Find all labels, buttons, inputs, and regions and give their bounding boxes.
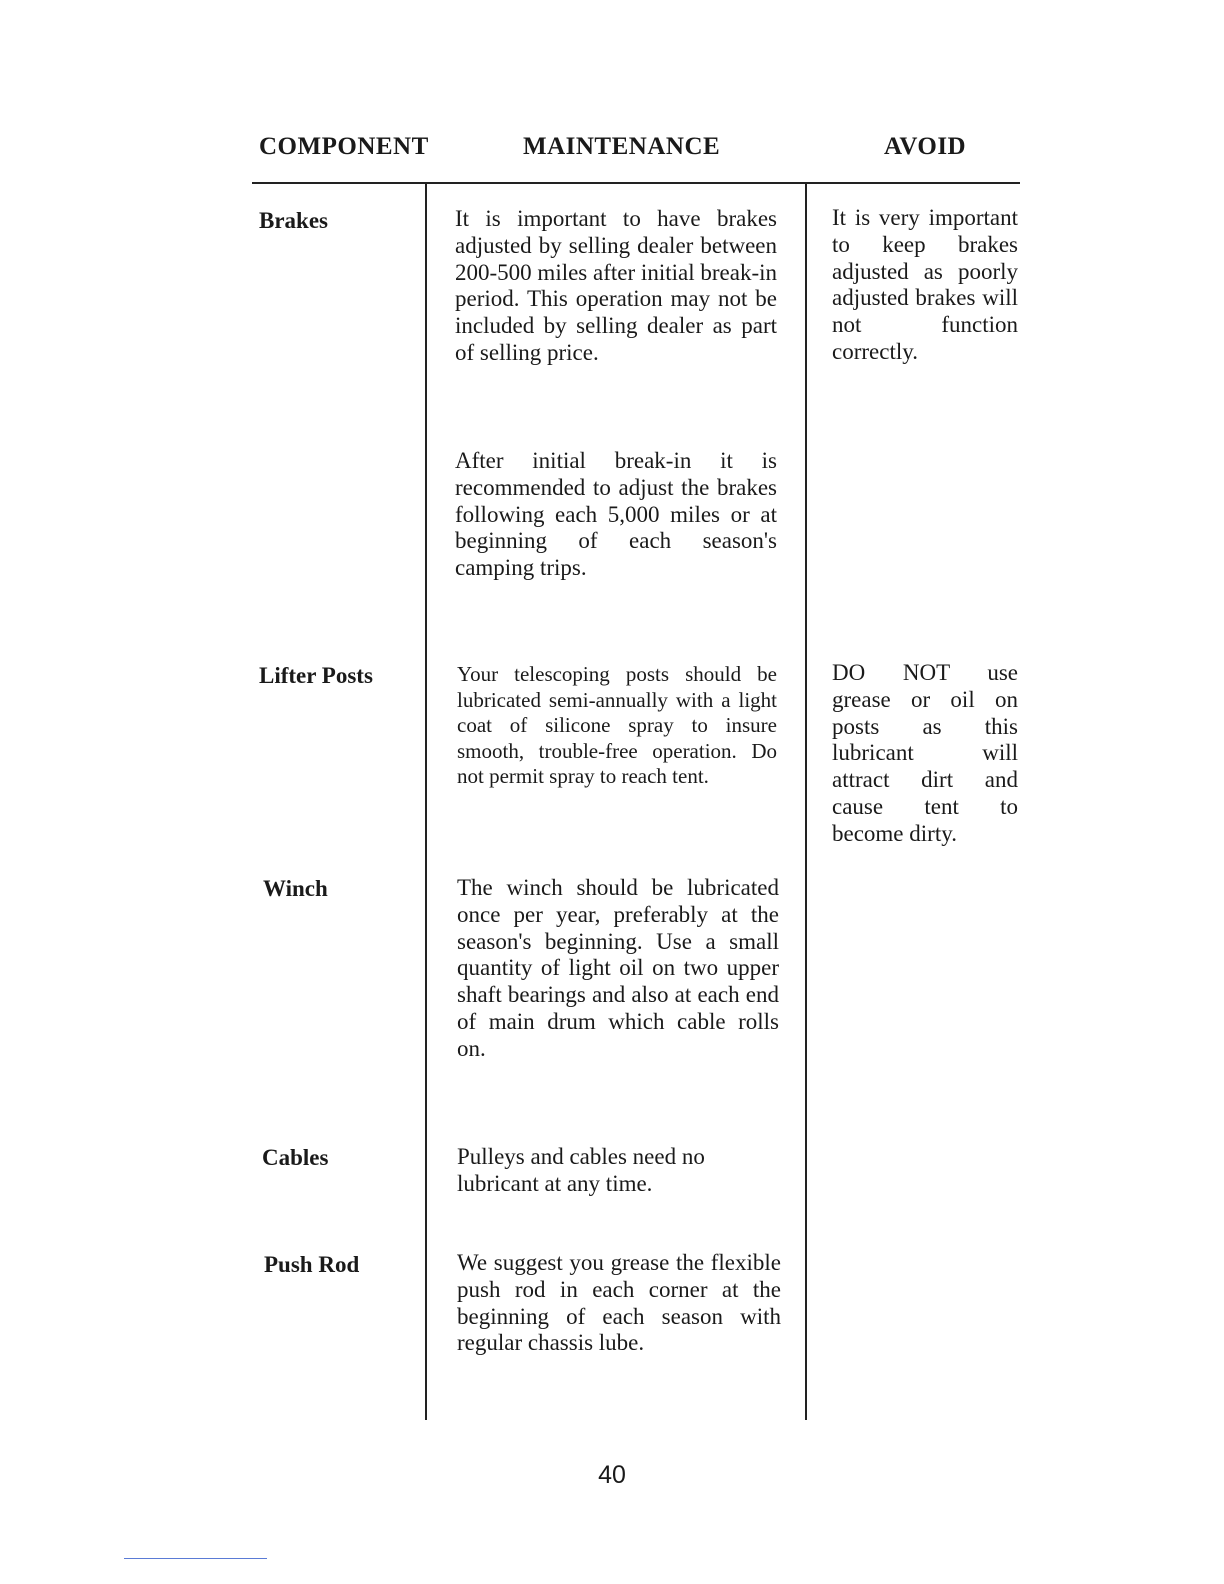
component-label-cables: Cables bbox=[262, 1145, 329, 1170]
maintenance-text-push-rod: We suggest you grease the flexible push rod in each corner at the beginning of each season with regular chassis lube. bbox=[457, 1250, 781, 1356]
column-header-maintenance: MAINTENANCE bbox=[523, 133, 721, 160]
footer-rule bbox=[124, 1558, 267, 1559]
avoid-text-lifter-posts: DO NOT use grease or oil on posts as this lubricant will attract dirt and cause tent to become dirty. bbox=[832, 660, 1018, 846]
header-rule bbox=[252, 182, 1020, 184]
component-label-winch: Winch bbox=[263, 876, 328, 901]
maintenance-text-brakes-1: It is important to have brakes adjusted by selling dealer between 200-500 miles after initial break-in period. This operation may not be included by selling dealer as part of selling price. bbox=[455, 206, 777, 365]
maintenance-text-winch: The winch should be lubricated once per year, preferably at the season's beginning. Use a small quantity of light oil on two upper shaft bearings and also at each end of main drum which cable rolls on. bbox=[457, 875, 779, 1061]
component-label-push-rod: Push Rod bbox=[264, 1252, 360, 1277]
column-divider-right bbox=[805, 183, 807, 1420]
column-header-component: COMPONENT bbox=[259, 133, 429, 160]
component-label-brakes: Brakes bbox=[259, 208, 328, 233]
page-number: 40 bbox=[598, 1461, 626, 1489]
avoid-text-brakes: It is very important to keep brakes adjusted as poorly adjusted brakes will not function correctly. bbox=[832, 205, 1018, 364]
component-label-lifter-posts: Lifter Posts bbox=[259, 663, 373, 688]
column-header-avoid: AVOID bbox=[884, 133, 967, 160]
maintenance-text-lifter-posts: Your telescoping posts should be lubricated semi-annually with a light coat of silicone spray to insure smooth, trouble-free operation. Do not permit spray to reach tent. bbox=[457, 662, 777, 788]
maintenance-text-cables: Pulleys and cables need no lubricant at any time. bbox=[457, 1144, 705, 1196]
maintenance-text-brakes-2: After initial break-in it is recommended to adjust the brakes following each 5,000 miles or at beginning of each season's camping trips. bbox=[455, 448, 777, 581]
column-divider-left bbox=[425, 183, 427, 1420]
